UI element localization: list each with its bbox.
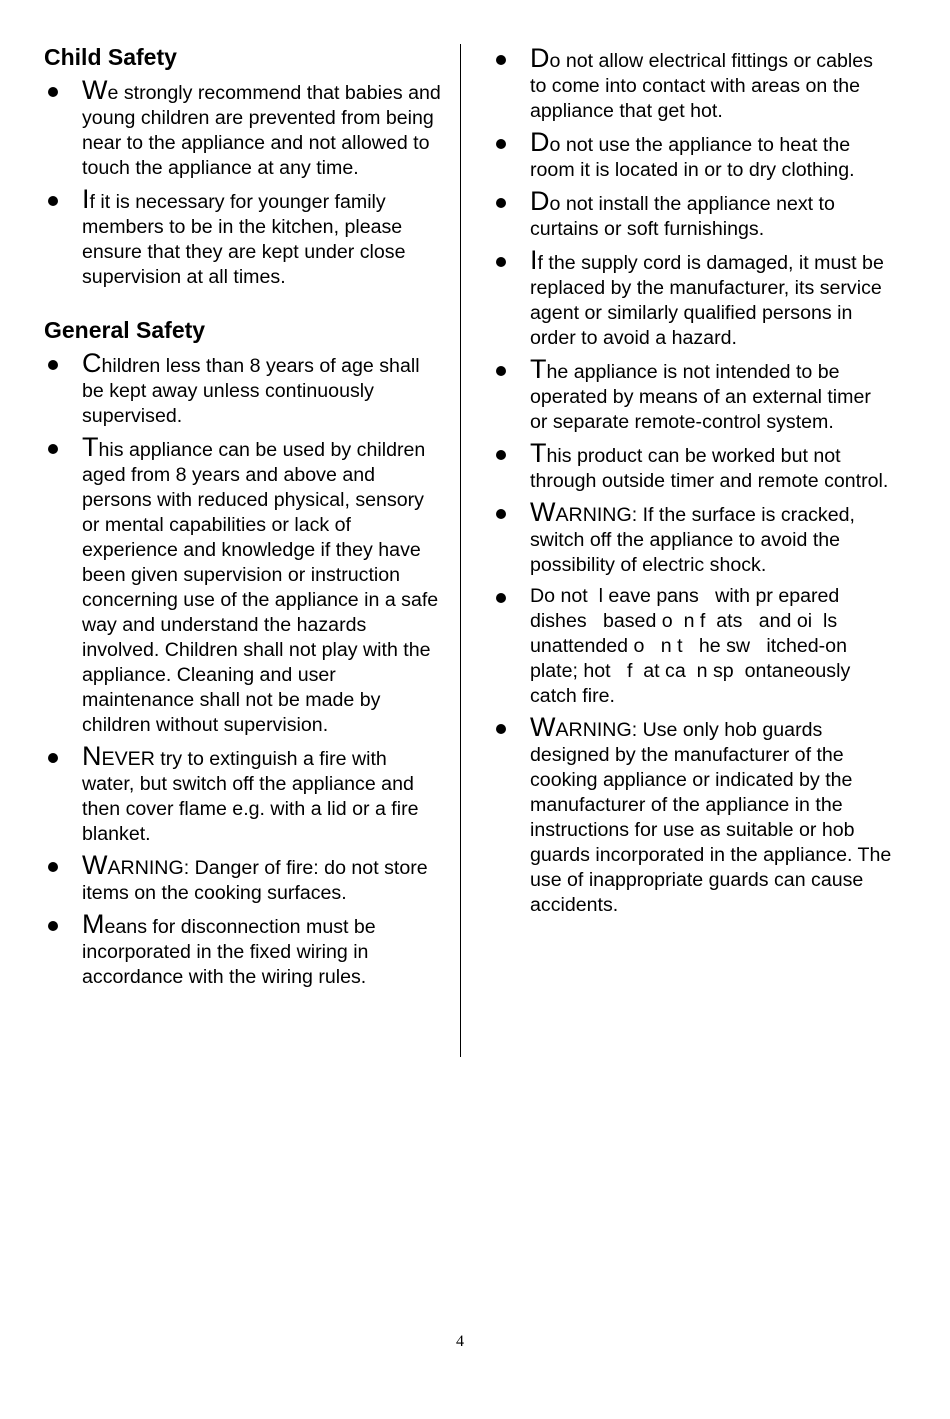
child-safety-heading: Child Safety	[44, 44, 177, 70]
list-item	[492, 354, 892, 435]
list-item	[44, 850, 444, 906]
list-item	[44, 348, 444, 429]
list-item	[492, 584, 892, 709]
item-text: ARNING: Danger of fire: do not store items on the cooking surfaces.	[82, 857, 428, 904]
bullet-icon	[48, 921, 58, 931]
drop-letter: T	[82, 432, 99, 462]
item-text: o not use the appliance to heat the room it is located in or to dry clothing.	[530, 134, 855, 181]
list-item	[44, 741, 444, 847]
drop-letter: D	[530, 127, 550, 157]
drop-letter: D	[530, 186, 550, 216]
bullet-icon	[48, 360, 58, 370]
item-text: ARNING: If the surface is cracked, switch off the appliance to avoid the possibility of electric shock.	[530, 504, 855, 576]
bullet-icon	[48, 444, 58, 454]
item-text: his product can be worked but not through outside timer and remote control.	[530, 445, 889, 492]
list-item	[492, 186, 892, 242]
right-column	[492, 43, 892, 924]
general-safety-heading: General Safety	[44, 317, 206, 343]
list-item	[492, 43, 892, 124]
bullet-icon	[48, 862, 58, 872]
child-safety-list	[44, 75, 444, 290]
list-item	[492, 712, 892, 918]
item-text: e strongly recommend that babies and young children are prevented from being near to the appliance and not allowed to touch the appliance at any time.	[82, 82, 441, 179]
bullet-icon	[48, 753, 58, 763]
drop-letter: T	[530, 438, 547, 468]
bullet-icon	[496, 724, 506, 734]
item-text: EVER try to extinguish a fire with water, but switch off the appliance and then cover flame e.g. with a lid or a fire blanket.	[82, 748, 419, 845]
list-item	[44, 184, 444, 290]
drop-letter: W	[530, 497, 556, 527]
general-safety-list	[44, 348, 444, 990]
item-text: his appliance can be used by children aged from 8 years and above and persons with reduced physical, sensory or mental capabilities or lack of experience and knowledge if they have been given supervision or instruction concerning use of the appliance in a safe way and understand the hazards involved. Children shall not play with the appliance. Cleaning and user maintenance shall not be made by children without supervision.	[82, 439, 439, 736]
bullet-icon	[496, 139, 506, 149]
bullet-icon	[496, 55, 506, 65]
item-text: hildren less than 8 years of age shall be kept away unless continuously supervised.	[82, 355, 420, 427]
drop-letter: N	[82, 741, 102, 771]
drop-letter: I	[530, 245, 538, 275]
bullet-icon	[496, 509, 506, 519]
column-divider	[460, 44, 461, 1057]
list-item	[44, 909, 444, 990]
drop-letter: M	[82, 909, 105, 939]
item-text: o not allow electrical fittings or cables to come into contact with areas on the appliance that get hot.	[530, 50, 873, 122]
list-item	[44, 75, 444, 181]
list-item	[44, 432, 444, 738]
list-item	[492, 497, 892, 578]
bullet-icon	[496, 257, 506, 267]
item-text: o not install the appliance next to curtains or soft furnishings.	[530, 193, 835, 240]
list-item	[492, 438, 892, 494]
drop-letter: I	[82, 184, 90, 214]
item-text: f the supply cord is damaged, it must be replaced by the manufacturer, its service agent or similarly qualified persons in order to avoid a hazard.	[530, 252, 884, 349]
item-text: Do not l eave pans with pr epared dishes based o n f ats and oi ls unattended o n t he sw itched-on plate; hot f at ca n sp ontaneously catch fire.	[530, 585, 856, 707]
bullet-icon	[496, 593, 506, 603]
bullet-icon	[48, 196, 58, 206]
bullet-icon	[496, 450, 506, 460]
list-item	[492, 127, 892, 183]
drop-letter: C	[82, 348, 102, 378]
bullet-icon	[48, 87, 58, 97]
drop-letter: W	[82, 75, 108, 105]
drop-letter: D	[530, 43, 550, 73]
bullet-icon	[496, 198, 506, 208]
bullet-icon	[496, 366, 506, 376]
item-text: ARNING: Use only hob guards designed by the manufacturer of the cooking appliance or indicated by the manufacturer of the appliance in the instructions for use as suitable or hob guards incorporated in the appliance. The use of inappropriate guards can cause accidents.	[530, 719, 892, 916]
item-text: eans for disconnection must be incorporated in the fixed wiring in accordance with the wiring rules.	[82, 916, 376, 988]
page-number: 4	[456, 1333, 464, 1350]
item-text: f it is necessary for younger family members to be in the kitchen, please ensure that they are kept under close supervision at all times.	[82, 191, 406, 288]
safety-list-continued	[492, 43, 892, 918]
drop-letter: W	[530, 712, 556, 742]
list-item	[492, 245, 892, 351]
drop-letter: W	[82, 850, 108, 880]
drop-letter: T	[530, 354, 547, 384]
left-column	[44, 42, 444, 996]
item-text: he appliance is not intended to be operated by means of an external timer or separate remote-control system.	[530, 361, 871, 433]
